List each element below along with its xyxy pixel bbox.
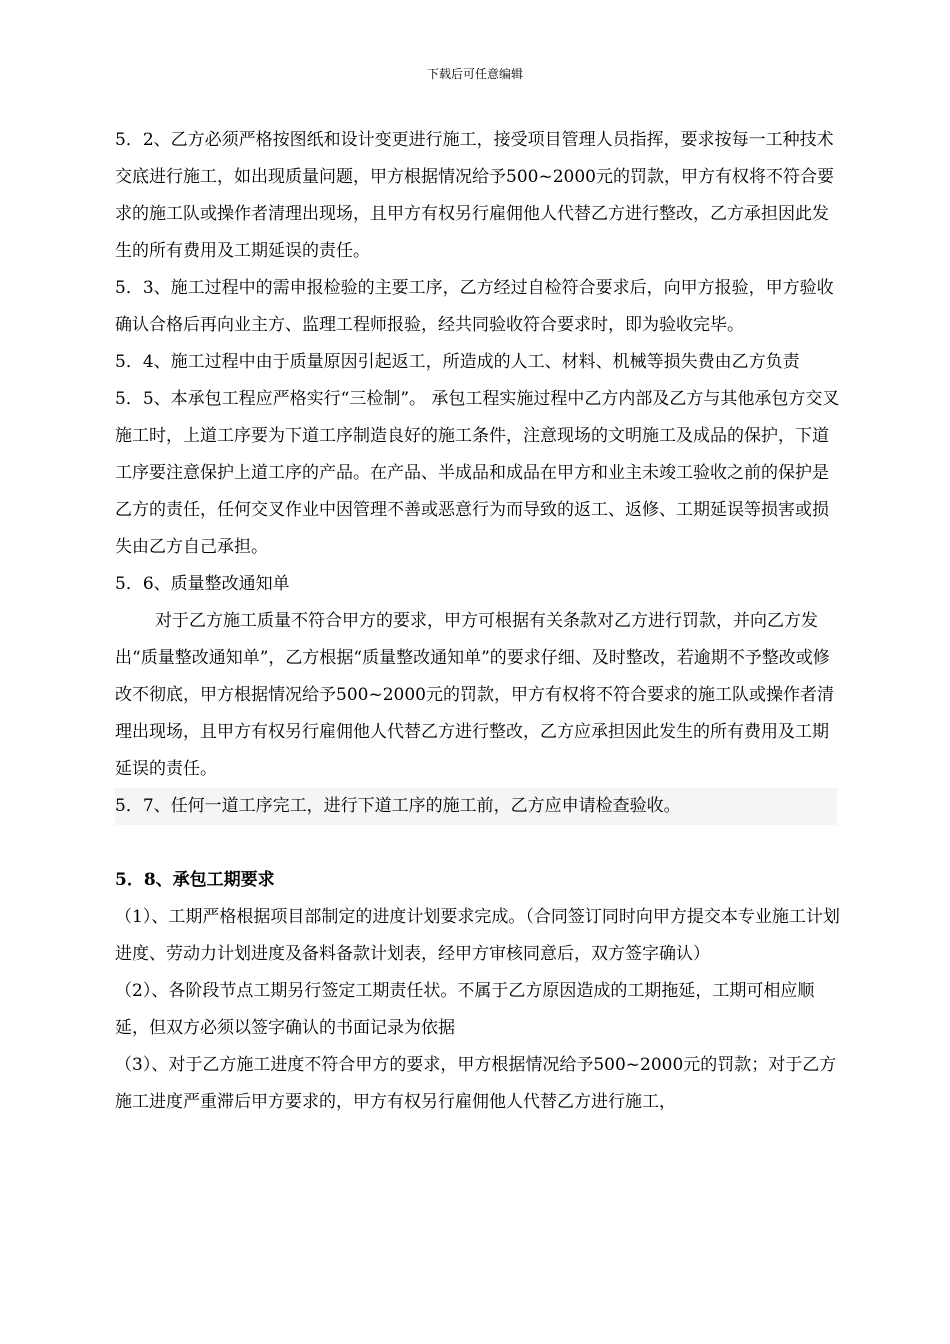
clause-5-7: 5．7、任何一道工序完工，进行下道工序的施工前，乙方应申请检查验收。	[115, 788, 837, 825]
clause-5-6-body: 对于乙方施工质量不符合甲方的要求，甲方可根据有关条款对乙方进行罚款，并向乙方发出“质量整改通知单”，乙方根据“质量整改通知单”的要求仔细、及时整改，若逾期不予整改或修改不彻底，甲方根据情况给予500~2000元的罚款，甲方有权将不符合要求的施工队或操作者清理出现场，且甲方有权另行雇佣他人代替乙方进行整改，乙方应承担因此发生的所有费用及工期延误的责任。	[115, 611, 834, 779]
clause-5-8-item-2: （2）、各阶段节点工期另行签定工期责任状。不属于乙方原因造成的工期拖延，工期可相应顺延，但双方必须以签字确认的书面记录为依据	[115, 981, 815, 1038]
clause-5-6-title: 5．6、质量整改通知单	[115, 574, 290, 594]
paragraph-spacer	[115, 825, 845, 862]
page-header: 下载后可任意编辑	[426, 67, 523, 81]
clause-5-8-item-3: （3）、对于乙方施工进度不符合甲方的要求，甲方根据情况给予500~2000元的罚款；对于乙方施工进度严重滞后甲方要求的，甲方有权另行雇佣他人代替乙方进行施工，	[115, 1055, 837, 1112]
clause-5-8-item-1: （1）、工期严格根据项目部制定的进度计划要求完成。（合同签订同时向甲方提交本专业施工计划进度、劳动力计划进度及备料备款计划表，经甲方审核同意后，双方签字确认）	[115, 907, 840, 964]
clause-5-2: 5．2、乙方必须严格按图纸和设计变更进行施工，接受项目管理人员指挥，要求按每一工种技术交底进行施工，如出现质量问题，甲方根据情况给予500~2000元的罚款，甲方有权将不符合要求的施工队或操作者清理出现场，且甲方有权另行雇佣他人代替乙方进行整改，乙方承担因此发生的所有费用及工期延误的责任。	[115, 130, 834, 261]
clause-5-8-title: 5．8、承包工期要求	[115, 870, 275, 890]
document-body	[115, 122, 845, 1121]
clause-5-5: 5．5、本承包工程应严格实行“三检制”。 承包工程实施过程中乙方内部及乙方与其他承包方交叉施工时，上道工序要为下道工序制造良好的施工条件，注意现场的文明施工及成品的保护，下道工序要注意保护上道工序的产品。在产品、半成品和成品在甲方和业主未竣工验收之前的保护是乙方的责任，任何交叉作业中因管理不善或恶意行为而导致的返工、返修、工期延误等损害或损失由乙方自己承担。	[115, 389, 840, 557]
clause-5-3: 5．3、施工过程中的需申报检验的主要工序，乙方经过自检符合要求后，向甲方报验，甲方验收确认合格后再向业主方、监理工程师报验，经共同验收符合要求时，即为验收完毕。	[115, 278, 834, 335]
clause-5-4: 5．4、施工过程中由于质量原因引起返工，所造成的人工、材料、机械等损失费由乙方负责	[115, 352, 800, 372]
